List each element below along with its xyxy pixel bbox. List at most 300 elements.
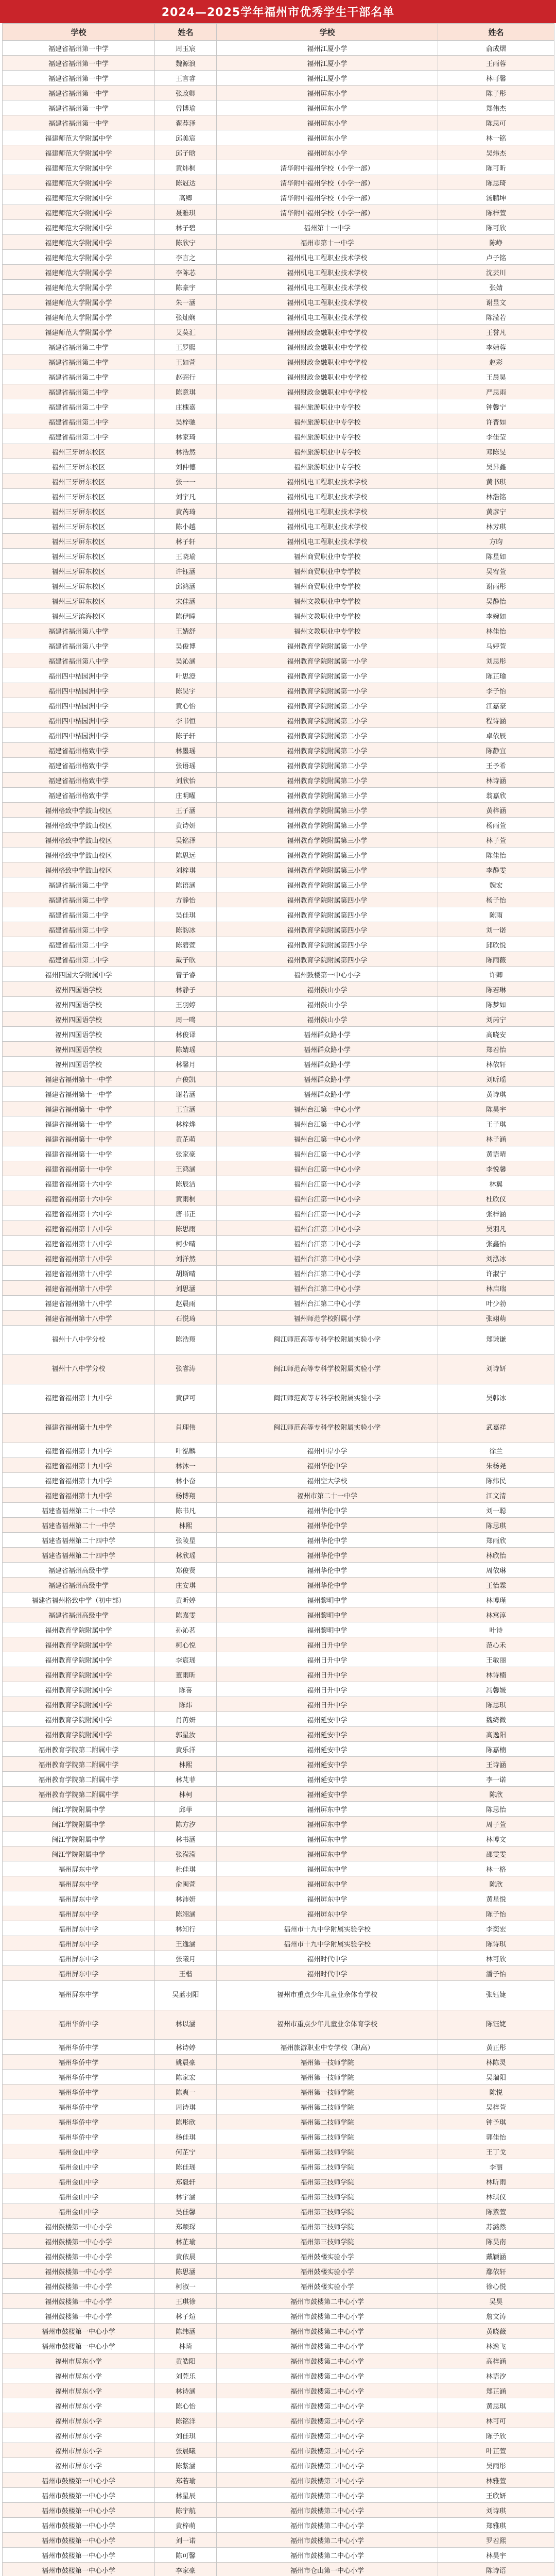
cell-name-right: 陈滢若 (438, 310, 554, 325)
cell-school-left: 福州三牙滨海校区 (3, 608, 155, 623)
cell-school-right: 福州旅游职业中专学校 (217, 429, 438, 444)
cell-name-right: 郑雅琪 (438, 2518, 554, 2533)
cell-name-left: 林芷瑜 (155, 2234, 217, 2249)
cell-name-right: 刘一诺 (438, 922, 554, 937)
table-row (3, 1281, 554, 1296)
cell-school-right: 福州日升中学 (217, 1652, 438, 1667)
table-row (3, 1206, 554, 1221)
cell-name-right: 林欣怡 (438, 1548, 554, 1563)
table-row (3, 100, 554, 115)
cell-school-left: 福州教育学院第二附属中学 (3, 1787, 155, 1802)
cell-school-left: 福州金山中学 (3, 2189, 155, 2204)
cell-name-right: 陈芷瑜 (438, 668, 554, 683)
cell-name-right: 潘子怡 (438, 1966, 554, 1981)
cell-school-left: 福州教育学院第二附属中学 (3, 1742, 155, 1757)
cell-name-right: 王欣妍 (438, 2488, 554, 2503)
cell-name-left: 邱菲 (155, 1802, 217, 1817)
cell-name-right: 林可欣 (438, 1951, 554, 1966)
table-row (3, 115, 554, 130)
cell-school-left: 福州华侨中学 (3, 2040, 155, 2055)
table-row (3, 1355, 554, 1384)
cell-name-right: 陈星如 (438, 549, 554, 564)
cell-name-left: 王逸涵 (155, 1936, 217, 1951)
table-row (3, 1861, 554, 1876)
table-row (3, 220, 554, 235)
table-row (3, 1817, 554, 1832)
cell-school-left: 福州格致中学鼓山校区 (3, 862, 155, 877)
cell-school-left: 福州三牙屏东校区 (3, 549, 155, 564)
cell-school-right: 福州黎明中学 (217, 1592, 438, 1607)
cell-school-left: 福州教育学院第二附属中学 (3, 1772, 155, 1787)
cell-school-left: 福建省福州第二中学 (3, 892, 155, 907)
cell-school-right: 福州屏东中学 (217, 1802, 438, 1817)
table-row (3, 773, 554, 788)
cell-name-left: 林静子 (155, 982, 217, 997)
cell-school-left: 福建省福州第二中学 (3, 354, 155, 369)
cell-name-right: 王雨蓉 (438, 56, 554, 71)
cell-name-left: 高卿 (155, 190, 217, 205)
table-row (3, 1876, 554, 1891)
cell-school-left: 福州屏东中学 (3, 1891, 155, 1906)
cell-name-left: 陈紫涵 (155, 2458, 217, 2473)
cell-name-right: 林可可 (438, 2413, 554, 2428)
table-row (3, 1652, 554, 1667)
cell-school-right: 清华附中福州学校（小学一部） (217, 190, 438, 205)
cell-name-right: 林子萱 (438, 833, 554, 848)
table-row (3, 2548, 554, 2563)
cell-school-right: 福州教育学院附属第三小学 (217, 803, 438, 818)
cell-school-left: 福州三牙屏东校区 (3, 459, 155, 474)
table-row (3, 564, 554, 579)
cell-school-left: 福州金山中学 (3, 2159, 155, 2174)
cell-name-right: 朱杨尧 (438, 1458, 554, 1473)
cell-name-left: 邱美宸 (155, 130, 217, 145)
table-row (3, 2279, 554, 2294)
cell-school-left: 福州格致中学鼓山校区 (3, 848, 155, 862)
cell-school-left: 福州屏东中学 (3, 1876, 155, 1891)
table-row (3, 354, 554, 369)
table-row (3, 1296, 554, 1311)
cell-school-right: 福州市鼓楼第二中心小学 (217, 2518, 438, 2533)
cell-school-right: 福州华伦中学 (217, 1563, 438, 1578)
cell-name-right: 林启瑞 (438, 1281, 554, 1296)
cell-school-left: 福州市屏东小学 (3, 2458, 155, 2473)
cell-name-left: 陈方汐 (155, 1817, 217, 1832)
cell-school-right: 福州屏东中学 (217, 1876, 438, 1891)
table-row (3, 758, 554, 773)
cell-school-right: 福州教育学院附属第三小学 (217, 862, 438, 877)
cell-name-right: 王子琪 (438, 1116, 554, 1131)
cell-name-right: 许晋如 (438, 414, 554, 429)
cell-name-right: 刘昕瑶 (438, 1072, 554, 1087)
cell-school-right: 福州第三技师学院 (217, 2174, 438, 2189)
table-row (3, 653, 554, 668)
cell-school-right: 福州教育学院附属第一小学 (217, 653, 438, 668)
cell-school-left: 福建省福州高级中学 (3, 1563, 155, 1578)
cell-name-right: 俞成熠 (438, 41, 554, 56)
table-row (3, 922, 554, 937)
table-row (3, 2563, 554, 2576)
cell-school-right: 福州日升中学 (217, 1637, 438, 1652)
cell-name-left: 张语瑶 (155, 758, 217, 773)
cell-name-right: 钟馨宁 (438, 399, 554, 414)
cell-school-right: 福州鼓楼实验小学 (217, 2249, 438, 2264)
cell-name-left: 王琪徐 (155, 2294, 217, 2309)
table-row (3, 833, 554, 848)
cell-school-left: 福州金山中学 (3, 2174, 155, 2189)
cell-school-left: 福建省福州第二中学 (3, 414, 155, 429)
cell-school-right: 福州教育学院附属第一小学 (217, 683, 438, 698)
cell-name-right: 吴瑞阳 (438, 2070, 554, 2084)
cell-name-right: 陈子彤 (438, 86, 554, 100)
table-row (3, 877, 554, 892)
cell-name-left: 姚晨豪 (155, 2055, 217, 2070)
cell-name-right: 郭佳怡 (438, 2129, 554, 2144)
cell-school-left: 福州市鼓楼第一中心小学 (3, 2518, 155, 2533)
cell-name-right: 郑谦谦 (438, 1326, 554, 1355)
table-row (3, 250, 554, 265)
cell-name-right: 刘一聪 (438, 1503, 554, 1518)
cell-name-right: 高逸阳 (438, 1727, 554, 1742)
cell-name-left: 董雨昕 (155, 1667, 217, 1682)
cell-name-right: 邱欣悦 (438, 937, 554, 952)
cell-name-right: 沈芸川 (438, 265, 554, 280)
cell-school-left: 福建省福州第十九中学 (3, 1384, 155, 1414)
cell-name-right: 陈子怡 (438, 1906, 554, 1921)
cell-name-left: 陈婧瑶 (155, 1042, 217, 1057)
table-row (3, 1176, 554, 1191)
cell-name-right: 许淑宁 (438, 1266, 554, 1281)
table-row (3, 2488, 554, 2503)
cell-school-right: 福州市鼓楼第二中心小学 (217, 2413, 438, 2428)
cell-name-right: 李丽 (438, 2159, 554, 2174)
cell-school-right: 福州第三技师学院 (217, 2189, 438, 2204)
cell-school-left: 福建省福州第十六中学 (3, 1176, 155, 1191)
table-row (3, 743, 554, 758)
cell-name-left: 柯心悦 (155, 1637, 217, 1652)
cell-school-left: 福建师范大学附属中学 (3, 190, 155, 205)
cell-name-left: 孙沁茗 (155, 1622, 217, 1637)
cell-school-right: 福州旅游职业中专学校（职高） (217, 2040, 438, 2055)
cell-school-left: 福州三牙屏东校区 (3, 519, 155, 534)
cell-school-left: 福建省福州第八中学 (3, 653, 155, 668)
cell-school-left: 福州鼓楼第一中心小学 (3, 2264, 155, 2279)
cell-name-right: 杨雨萱 (438, 818, 554, 833)
table-row (3, 2144, 554, 2159)
cell-name-right: 魏绮微 (438, 1712, 554, 1727)
table-row (3, 1772, 554, 1787)
cell-school-left: 福州华侨中学 (3, 2099, 155, 2114)
cell-name-right: 王丁戈 (438, 2144, 554, 2159)
table-row (3, 2503, 554, 2518)
cell-name-left: 林宇涵 (155, 2189, 217, 2204)
cell-school-left: 福建省福州第十九中学 (3, 1488, 155, 1503)
table-row (3, 1607, 554, 1622)
cell-name-left: 林沐一 (155, 1458, 217, 1473)
cell-school-left: 福州教育学院附属中学 (3, 1712, 155, 1727)
cell-school-right: 福州台江第一中心小学 (217, 1191, 438, 1206)
cell-school-left: 福州四中桔园洲中学 (3, 713, 155, 728)
cell-school-right: 福州市鼓楼第二中心小学 (217, 2533, 438, 2548)
table-row (3, 2413, 554, 2428)
cell-name-right: 卢子铭 (438, 250, 554, 265)
cell-name-left: 林星辰 (155, 2488, 217, 2503)
table-row (3, 1326, 554, 1355)
cell-name-right: 陈思琦 (438, 175, 554, 190)
cell-name-right: 邓陈旻 (438, 444, 554, 459)
table-row (3, 190, 554, 205)
header-school-left: 学校 (3, 24, 155, 41)
table-row (3, 2338, 554, 2353)
cell-school-right: 福州市十九中学附属实验学校 (217, 1921, 438, 1936)
cell-name-right: 林博文 (438, 1832, 554, 1846)
cell-school-right: 福州屏东中学 (217, 1817, 438, 1832)
cell-school-right: 福州市鼓楼第二中心小学 (217, 2309, 438, 2324)
cell-name-left: 郑若瑜 (155, 2473, 217, 2488)
cell-school-left: 福建师范大学附属中学 (3, 130, 155, 145)
cell-school-right: 福州台江第二中心小学 (217, 1266, 438, 1281)
cell-name-left: 曾子睿 (155, 967, 217, 982)
cell-name-right: 陈可欣 (438, 220, 554, 235)
cell-school-right: 闽江师范高等专科学校附属实验小学 (217, 1326, 438, 1355)
cell-school-left: 福州四国语学校 (3, 1057, 155, 1072)
cell-name-left: 陈彤欣 (155, 2114, 217, 2129)
table-row (3, 1697, 554, 1712)
table-row (3, 1906, 554, 1921)
cell-name-right: 罗若熙 (438, 2533, 554, 2548)
cell-name-right: 陈欣 (438, 1787, 554, 1802)
table-row (3, 668, 554, 683)
cell-name-left: 陈爽一 (155, 2084, 217, 2099)
cell-name-left: 吴佳馨 (155, 2204, 217, 2219)
cell-name-right: 陈嘉楠 (438, 1742, 554, 1757)
table-row (3, 952, 554, 967)
table-row (3, 1266, 554, 1281)
cell-name-left: 叶泓麟 (155, 1443, 217, 1458)
cell-name-right: 林佳怡 (438, 623, 554, 638)
cell-school-left: 福建师范大学附属中学 (3, 205, 155, 220)
cell-school-right: 福州第一技师学院 (217, 2055, 438, 2070)
cell-name-left: 陈书凡 (155, 1503, 217, 1518)
cell-school-left: 福州格致中学鼓山校区 (3, 833, 155, 848)
cell-school-left: 福州市鼓楼第一中心小学 (3, 2338, 155, 2353)
cell-school-right: 福州鼓楼第一中心小学 (217, 967, 438, 982)
cell-school-left: 福建师范大学附属中学 (3, 235, 155, 250)
cell-name-left: 胡斯晴 (155, 1266, 217, 1281)
cell-school-right: 福州屏东中学 (217, 1906, 438, 1921)
cell-name-right: 陈思怡 (438, 1802, 554, 1817)
cell-name-right: 刘泓冰 (438, 1251, 554, 1266)
page-title (0, 0, 556, 23)
cell-name-left: 吴梓驰 (155, 414, 217, 429)
cell-name-left: 曾博瑜 (155, 100, 217, 115)
cell-school-left: 福建师范大学附属中学 (3, 220, 155, 235)
cell-name-right: 吴雨彤 (438, 2458, 554, 2473)
cell-school-left: 福州金山中学 (3, 2144, 155, 2159)
cell-school-left: 福州四中桔园洲中学 (3, 668, 155, 683)
cell-name-right: 李婉如 (438, 608, 554, 623)
cell-school-left: 福建省福州第十一中学 (3, 1116, 155, 1131)
cell-school-left: 福建省福州第一中学 (3, 115, 155, 130)
cell-school-right: 福州教育学院附属第二小学 (217, 728, 438, 743)
cell-school-left: 福州屏东中学 (3, 1966, 155, 1981)
cell-school-right: 福州市鼓楼第二中心小学 (217, 2503, 438, 2518)
cell-school-left: 福州教育学院附属中学 (3, 1697, 155, 1712)
cell-name-left: 杜佳琪 (155, 1861, 217, 1876)
student-cadre-table (2, 23, 554, 2576)
cell-school-right: 福州黎明中学 (217, 1607, 438, 1622)
cell-school-right: 福州市鼓楼第二中心小学 (217, 2458, 438, 2473)
cell-name-left: 陈思远 (155, 848, 217, 862)
cell-name-right: 吴昊 (438, 2294, 554, 2309)
cell-name-left: 庄安琪 (155, 1578, 217, 1592)
cell-school-left: 福州三牙屏东校区 (3, 594, 155, 608)
table-row (3, 429, 554, 444)
cell-name-left: 林诗婷 (155, 2040, 217, 2055)
cell-name-left: 王晓瑜 (155, 549, 217, 564)
cell-name-right: 叶诗 (438, 1622, 554, 1637)
header-name-right: 姓名 (438, 24, 554, 41)
cell-school-left: 福州屏东中学 (3, 1981, 155, 2010)
cell-school-right: 福州机电工程职业技术学校 (217, 534, 438, 549)
cell-school-right: 福州江厦小学 (217, 71, 438, 86)
cell-school-right: 福州屏东小学 (217, 130, 438, 145)
table-row (3, 1518, 554, 1533)
cell-school-right: 福州机电工程职业技术学校 (217, 310, 438, 325)
table-row (3, 1757, 554, 1772)
cell-name-right: 吴韩冰 (438, 1384, 554, 1414)
cell-school-right: 福州第二技师学院 (217, 2114, 438, 2129)
cell-school-right: 福州师范学校附属小学 (217, 1311, 438, 1326)
cell-name-right: 谢昱文 (438, 295, 554, 310)
cell-school-left: 福建省福州第二中学 (3, 369, 155, 384)
cell-name-left: 林子轩 (155, 534, 217, 549)
cell-school-left: 福州屏东中学 (3, 1951, 155, 1966)
cell-school-right: 福州机电工程职业技术学校 (217, 504, 438, 519)
table-row (3, 2533, 554, 2548)
cell-name-right: 程诗涵 (438, 713, 554, 728)
cell-school-right: 福州旅游职业中专学校 (217, 459, 438, 474)
cell-school-right: 福州华伦中学 (217, 1548, 438, 1563)
table-row (3, 160, 554, 175)
table-row (3, 1236, 554, 1251)
cell-school-right: 闽江师范高等专科学校附属实验小学 (217, 1384, 438, 1414)
cell-school-right: 福州市仓山第一中心小学 (217, 2563, 438, 2576)
cell-name-right: 张鑫怡 (438, 1236, 554, 1251)
cell-school-left: 福建省福州第十一中学 (3, 1072, 155, 1087)
cell-school-left: 福建省福州高级中学 (3, 1578, 155, 1592)
cell-name-left: 林以涵 (155, 2010, 217, 2040)
cell-name-left: 陈小越 (155, 519, 217, 534)
cell-name-left: 林小奋 (155, 1473, 217, 1488)
table-row (3, 399, 554, 414)
cell-school-right: 清华附中福州学校（小学一部） (217, 160, 438, 175)
cell-name-left: 王鸿涵 (155, 1161, 217, 1176)
cell-name-left: 谢若涵 (155, 1087, 217, 1101)
cell-name-left: 黄乐洋 (155, 1742, 217, 1757)
cell-school-left: 福建省福州第二十一中学 (3, 1503, 155, 1518)
cell-name-left: 刘宇凡 (155, 489, 217, 504)
table-row (3, 1057, 554, 1072)
table-row (3, 1161, 554, 1176)
cell-name-right: 王晨昊 (438, 369, 554, 384)
cell-name-right: 马婷萱 (438, 638, 554, 653)
table-row (3, 937, 554, 952)
cell-school-left: 闽江学院附属中学 (3, 1846, 155, 1861)
cell-school-left: 福州四国大学附属中学 (3, 967, 155, 982)
cell-school-right: 福州鼓楼实验小学 (217, 2264, 438, 2279)
cell-school-right: 福州华伦中学 (217, 1518, 438, 1533)
cell-name-left: 陈家宏 (155, 2070, 217, 2084)
cell-school-left: 福建省福州第二中学 (3, 877, 155, 892)
table-row (3, 235, 554, 250)
table-row (3, 1832, 554, 1846)
cell-name-right: 黄星悦 (438, 1891, 554, 1906)
table-row (3, 1221, 554, 1236)
cell-school-right: 清华附中福州学校（小学一部） (217, 205, 438, 220)
cell-name-right: 许卿 (438, 967, 554, 982)
cell-school-right: 福州文教职业中专学校 (217, 594, 438, 608)
cell-school-right: 闽江师范高等专科学校附属实验小学 (217, 1414, 438, 1443)
table-row (3, 2129, 554, 2144)
cell-school-right: 福州教育学院附属第一小学 (217, 668, 438, 683)
cell-name-left: 林家琦 (155, 429, 217, 444)
cell-school-right: 福州文教职业中专学校 (217, 623, 438, 638)
cell-school-right: 福州延安中学 (217, 1742, 438, 1757)
cell-name-left: 王楷 (155, 1966, 217, 1981)
cell-name-right: 林昊宇 (438, 2548, 554, 2563)
table-row (3, 2249, 554, 2264)
table-row (3, 340, 554, 354)
cell-school-right: 福州时代中学 (217, 1966, 438, 1981)
cell-school-right: 福州屏东小学 (217, 100, 438, 115)
cell-name-right: 陈雨薇 (438, 952, 554, 967)
table-row (3, 1311, 554, 1326)
table-row (3, 369, 554, 384)
cell-school-right: 福州台江第二中心小学 (217, 1296, 438, 1311)
table-row (3, 2353, 554, 2368)
cell-school-right: 福州第十一中学 (217, 220, 438, 235)
cell-name-left: 宋佳涵 (155, 594, 217, 608)
cell-school-left: 福建师范大学附属小学 (3, 325, 155, 340)
cell-school-left: 福州十八中学分校 (3, 1355, 155, 1384)
cell-name-left: 庄明曜 (155, 788, 217, 803)
table-row (3, 1891, 554, 1906)
cell-name-left: 张灿娴 (155, 310, 217, 325)
cell-school-right: 福州屏东小学 (217, 115, 438, 130)
cell-name-left: 陈意琪 (155, 384, 217, 399)
cell-name-left: 王如萱 (155, 354, 217, 369)
table-row (3, 2010, 554, 2040)
cell-school-right: 福州延安中学 (217, 1727, 438, 1742)
cell-name-right: 林琪仪 (438, 2189, 554, 2204)
cell-name-right: 黄梓涵 (438, 803, 554, 818)
cell-name-left: 周玉宸 (155, 41, 217, 56)
cell-school-left: 福建省福州格致中学 (3, 788, 155, 803)
cell-name-left: 李宸瑶 (155, 1652, 217, 1667)
cell-name-right: 陈思琪 (438, 1697, 554, 1712)
table-row (3, 265, 554, 280)
cell-school-right: 福州江厦小学 (217, 56, 438, 71)
cell-school-left: 福建师范大学附属中学 (3, 175, 155, 190)
cell-name-left: 吴铭泽 (155, 833, 217, 848)
cell-name-right: 陈炜民 (438, 1473, 554, 1488)
table-row (3, 2159, 554, 2174)
table-row (3, 325, 554, 340)
cell-school-left: 福建省福州第十八中学 (3, 1311, 155, 1326)
cell-name-left: 黄昕婷 (155, 1592, 217, 1607)
cell-name-left: 陈喜 (155, 1682, 217, 1697)
